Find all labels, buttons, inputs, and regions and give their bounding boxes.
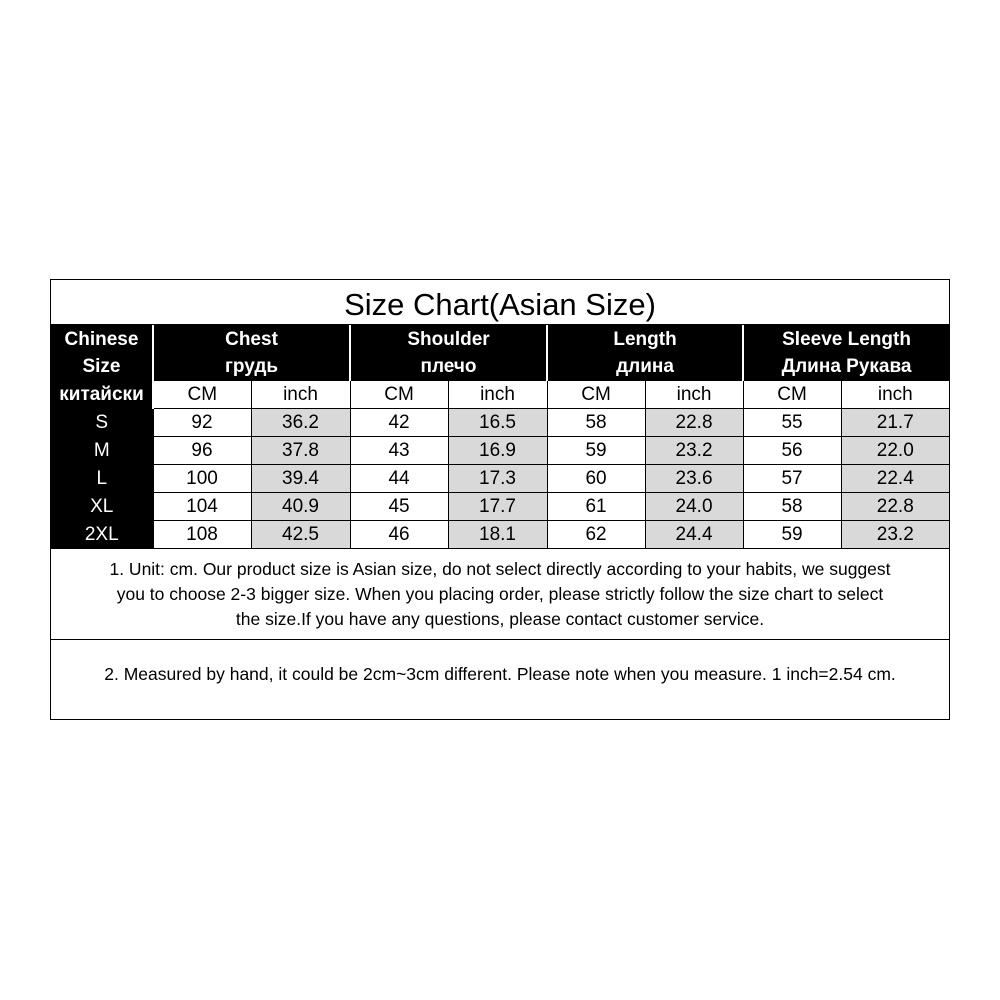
cell-chest-cm: 100	[153, 465, 251, 493]
cell-shoulder-inch: 16.9	[448, 437, 547, 465]
header-sleeve: Sleeve Length Длина Рукава	[743, 325, 949, 381]
header-size: Chinese Size	[51, 325, 153, 381]
cell-chest-cm: 92	[153, 409, 251, 437]
cell-length-inch: 24.4	[645, 521, 743, 549]
header-length: Length длина	[547, 325, 743, 381]
unit-shoulder-cm: CM	[350, 381, 448, 409]
unit-length-cm: CM	[547, 381, 645, 409]
table-row	[51, 437, 949, 465]
unit-size-label: китайски	[51, 381, 153, 409]
cell-length-cm: 61	[547, 493, 645, 521]
unit-shoulder-inch: inch	[448, 381, 547, 409]
unit-row	[51, 381, 949, 409]
cell-chest-cm: 108	[153, 521, 251, 549]
cell-sleeve-inch: 21.7	[841, 409, 949, 437]
cell-chest-cm: 104	[153, 493, 251, 521]
unit-length-inch: inch	[645, 381, 743, 409]
cell-chest-inch: 40.9	[251, 493, 350, 521]
cell-shoulder-inch: 17.3	[448, 465, 547, 493]
cell-chest-inch: 36.2	[251, 409, 350, 437]
cell-chest-inch: 42.5	[251, 521, 350, 549]
table-row	[51, 493, 949, 521]
table-row	[51, 521, 949, 549]
cell-length-inch: 23.6	[645, 465, 743, 493]
cell-chest-inch: 39.4	[251, 465, 350, 493]
header-shoulder: Shoulder плечо	[350, 325, 547, 381]
table-row	[51, 409, 949, 437]
cell-length-cm: 59	[547, 437, 645, 465]
row-size: 2XL	[51, 521, 153, 549]
note-unit-line-2: you to choose 2-3 bigger size. When you placing order, please strictly follow the size chart to select	[116, 584, 884, 604]
cell-chest-cm: 96	[153, 437, 251, 465]
cell-length-inch: 23.2	[645, 437, 743, 465]
unit-sleeve-inch: inch	[841, 381, 949, 409]
cell-sleeve-inch: 23.2	[841, 521, 949, 549]
cell-length-cm: 58	[547, 409, 645, 437]
cell-shoulder-inch: 17.7	[448, 493, 547, 521]
cell-shoulder-cm: 44	[350, 465, 448, 493]
unit-chest-cm: CM	[153, 381, 251, 409]
note-unit	[51, 549, 949, 640]
cell-shoulder-cm: 42	[350, 409, 448, 437]
cell-length-cm: 62	[547, 521, 645, 549]
note-measure: 2. Measured by hand, it could be 2cm~3cm different. Please note when you measure. 1 inch=2.54 cm.	[104, 664, 896, 684]
unit-sleeve-cm: CM	[743, 381, 841, 409]
header-row	[51, 325, 949, 381]
table-row	[51, 465, 949, 493]
size-table	[51, 325, 949, 549]
cell-shoulder-inch: 16.5	[448, 409, 547, 437]
row-size: XL	[51, 493, 153, 521]
unit-chest-inch: inch	[251, 381, 350, 409]
cell-sleeve-inch: 22.4	[841, 465, 949, 493]
size-chart	[50, 279, 950, 720]
row-size: L	[51, 465, 153, 493]
cell-length-inch: 24.0	[645, 493, 743, 521]
note-unit-line-3: the size.If you have any questions, please contact customer service.	[235, 609, 765, 629]
cell-sleeve-cm: 59	[743, 521, 841, 549]
header-chest: Chest грудь	[153, 325, 350, 381]
cell-sleeve-cm: 55	[743, 409, 841, 437]
cell-sleeve-inch: 22.8	[841, 493, 949, 521]
cell-chest-inch: 37.8	[251, 437, 350, 465]
cell-sleeve-cm: 58	[743, 493, 841, 521]
chart-title: Size Chart(Asian Size)	[51, 280, 949, 325]
note-unit-line-1: 1. Unit: cm. Our product size is Asian size, do not select directly according to your habits, we suggest	[109, 559, 891, 579]
row-size: S	[51, 409, 153, 437]
cell-length-inch: 22.8	[645, 409, 743, 437]
cell-sleeve-cm: 57	[743, 465, 841, 493]
cell-shoulder-cm: 43	[350, 437, 448, 465]
row-size: M	[51, 437, 153, 465]
cell-shoulder-cm: 45	[350, 493, 448, 521]
cell-sleeve-inch: 22.0	[841, 437, 949, 465]
cell-length-cm: 60	[547, 465, 645, 493]
cell-shoulder-inch: 18.1	[448, 521, 547, 549]
cell-shoulder-cm: 46	[350, 521, 448, 549]
cell-sleeve-cm: 56	[743, 437, 841, 465]
